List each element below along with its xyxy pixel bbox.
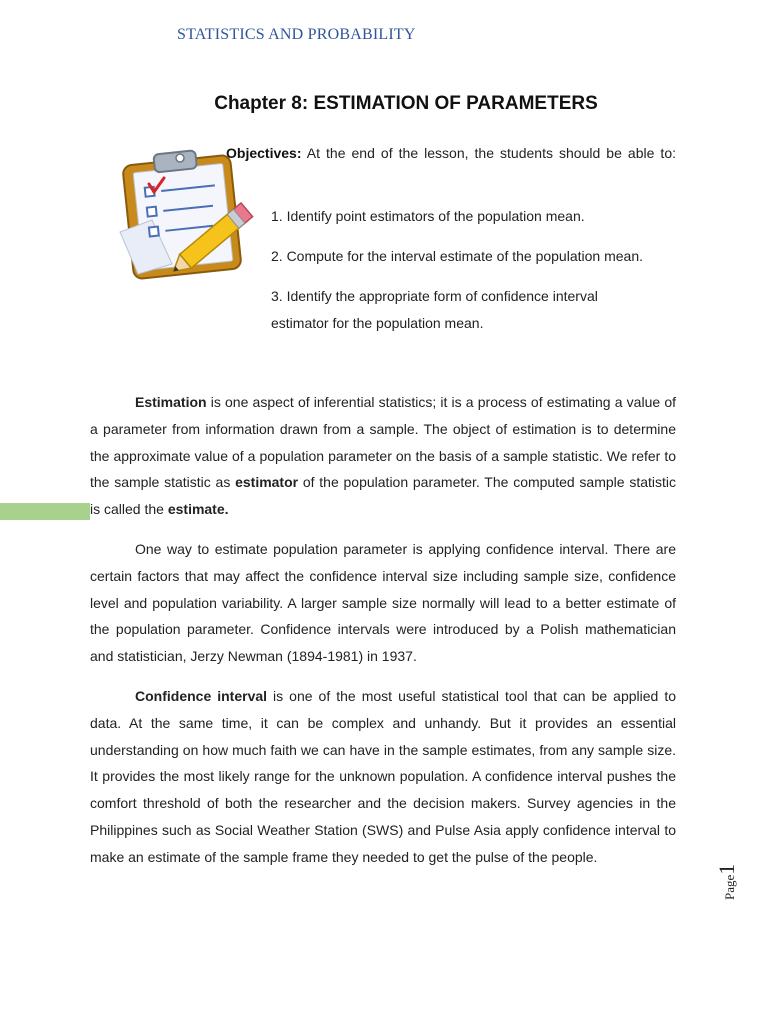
document-header: STATISTICS AND PROBABILITY: [177, 26, 416, 43]
paragraph-estimation-text-2: of the population parameter. The computed sample statistic is called the: [90, 474, 676, 518]
page-word: Page: [722, 874, 737, 900]
chapter-title-main: ESTIMATION OF PARAMETERS: [313, 93, 598, 114]
page-number: 1: [714, 863, 739, 875]
term-confidence-interval: Confidence interval: [135, 688, 268, 704]
paragraph-confidence-interval-text: is one of the most useful statistical tool that can be applied to data. At the same time, it can be complex and unhandy. But it provides an essential understanding on how much faith we can have in the sample estimates, from any sample size. It provides the most likely range for the unknown population. A confidence interval pushes the comfort threshold of both the researcher and the decision makers. Survey agencies in the Philippines such as Social Weather Station (SWS) and Pulse Asia apply confidence interval to make an estimate of the sample frame they needed to get the pulse of the people.: [90, 688, 676, 865]
accent-bar: [0, 503, 90, 520]
paragraph-confidence-intro: [90, 536, 676, 670]
paragraph-confidence-intro-text: One way to estimate population parameter is applying confidence interval. There are certain factors that may affect the confidence interval size including sample size, confidence level and population variability. A larger sample size normally will lead to a better estimate of the population parameter. Confidence intervals were introduced by a Polish mathematician and statistician, Jerzy Newman (1894-1981) in 1937.: [90, 541, 676, 665]
objective-item-1: 1. Identify point estimators of the population mean.: [271, 208, 585, 224]
objectives-text: At the end of the lesson, the students should be able to:: [301, 145, 676, 161]
objective-item-3: 3. Identify the appropriate form of confidence interval estimator for the population mean.: [271, 288, 598, 331]
chapter-title-prefix: Chapter 8:: [214, 93, 314, 114]
term-estimation: Estimation: [135, 394, 207, 410]
term-estimate: estimate.: [167, 501, 229, 518]
objectives-list: [271, 203, 691, 350]
objective-item-2: 2. Compute for the interval estimate of the population mean.: [271, 248, 643, 264]
objectives-intro: [90, 140, 676, 167]
paragraph-confidence-interval: [90, 683, 676, 871]
term-estimator: estimator: [235, 474, 299, 491]
paragraph-estimation-text-1: is one aspect of inferential statistics; it is a process of estimating a value of a parameter from information drawn from a sample. The object of estimation is to determine the approximate value of a population parameter on the basis of a sample statistic. We refer to the sample statistic as: [90, 394, 676, 491]
objectives-label: Objectives:: [226, 145, 302, 161]
page-number-label: [714, 863, 744, 900]
objectives-lead: [90, 140, 676, 167]
chapter-title: [0, 93, 768, 115]
paragraph-estimation: [90, 389, 676, 523]
